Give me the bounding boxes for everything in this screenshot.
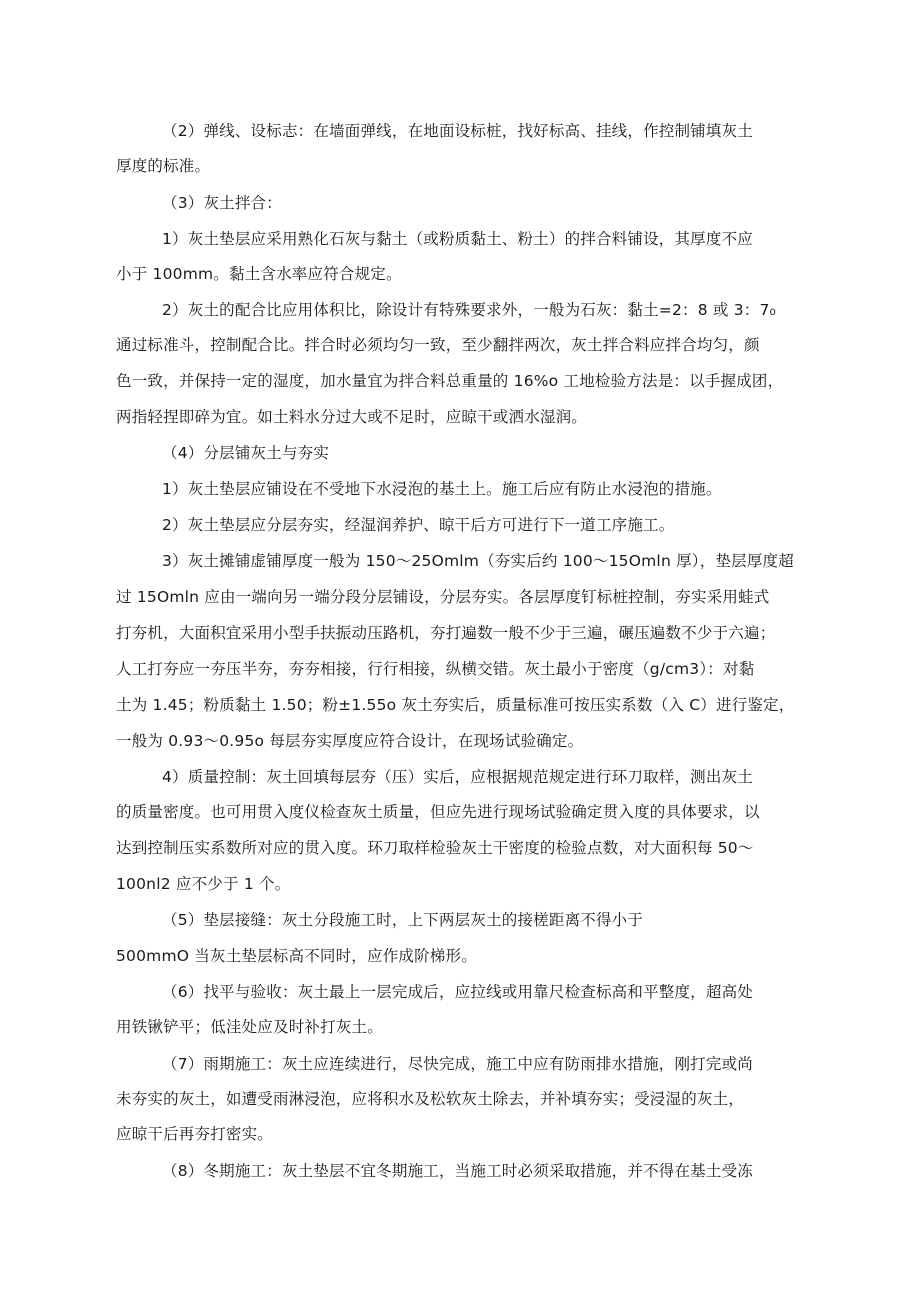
text-line: 小于 100mm。黏土含水率应符合规定。: [116, 265, 402, 283]
text-line: 100nl2 应不少于 1 个。: [116, 875, 291, 893]
text-line: 1）灰土垫层应采用熟化石灰与黏土（或粉质黏土、粉土）的拌合料铺设，其厚度不应: [162, 230, 753, 248]
text-line: 厚度的标准。: [116, 157, 211, 175]
text-line: （4）分层铺灰土与夯实: [162, 444, 330, 462]
text-line: （7）雨期施工：灰土应连续进行，尽快完成，施工中应有防雨排水措施，刚打完或尚: [162, 1055, 753, 1073]
text-line: 土为 1.45；粉质黏土 1.50；粉±1.55o 灰土夯实后，质量标准可按压实系数（入 C）进行鉴定，: [116, 696, 795, 714]
text-line: 4）质量控制：灰土回填每层夯（压）实后，应根据规范规定进行环刀取样，测出灰土: [162, 768, 753, 786]
text-line: 过 15Omln 应由一端向另一端分段分层铺设，分层夯实。各层厚度钉标桩控制，夯实采用蛙式: [116, 588, 770, 606]
text-line: 两指轻捏即碎为宜。如土料水分过大或不足时，应晾干或洒水湿润。: [116, 408, 588, 426]
text-line: 色一致，并保持一定的湿度，加水量宜为拌合料总重量的 16%o 工地检验方法是：以手握成团，: [116, 372, 784, 390]
text-line: （3）灰土拌合：: [162, 194, 282, 212]
text-line: 3）灰土摊铺虚铺厚度一般为 150～25Omlm（夯实后约 100～15Omln 厚），垫层厚度超: [162, 552, 794, 570]
text-line: 1）灰土垫层应铺设在不受地下水浸泡的基土上。施工后应有防止水浸泡的措施。: [162, 480, 722, 498]
text-line: 未夯实的灰土，如遭受雨淋浸泡，应将积水及松软灰土除去，并补填夯实；受浸湿的灰土，: [116, 1090, 745, 1108]
text-line: 2）灰土的配合比应用体积比，除设计有特殊要求外，一般为石灰：黏土=2：8 或 3：7₀: [162, 301, 776, 319]
text-line: 人工打夯应一夯压半夯，夯夯相接，行行相接，纵横交错。灰土最小于密度（g/cm3）：对黏: [116, 660, 755, 678]
text-line: 2）灰土垫层应分层夯实，经湿润养护、晾干后方可进行下一道工序施工。: [162, 516, 675, 534]
text-line: 用铁锹铲平；低洼处应及时补打灰土。: [116, 1018, 383, 1036]
text-line: （5）垫层接缝：灰土分段施工时，上下两层灰土的接槎距离不得小于: [162, 911, 644, 929]
text-line: 一般为 0.93～0.95o 每层夯实厚度应符合设计，在现场试验确定。: [116, 732, 584, 750]
text-line: 的质量密度。也可用贯入度仪检查灰土质量，但应先进行现场试验确定贯入度的具体要求，以: [116, 803, 760, 821]
text-line: 500mmO 当灰土垫层标高不同时，应作成阶梯形。: [116, 947, 477, 965]
text-line: 达到控制压实系数所对应的贯入度。环刀取样检验灰土干密度的检验点数，对大面积每 50～: [116, 839, 754, 857]
text-line: （6）找平与验收：灰土最上一层完成后，应拉线或用靠尺检查标高和平整度，超高处: [162, 983, 753, 1001]
text-line: 应晾干后再夯打密实。: [116, 1125, 274, 1143]
text-line: 通过标准斗，控制配合比。拌合时必须均匀一致，至少翻拌两次，灰土拌合料应拌合均匀，颜: [116, 336, 760, 354]
text-line: （8）冬期施工：灰土垫层不宜冬期施工，当施工时必须采取措施，并不得在基土受冻: [162, 1162, 753, 1180]
text-line: （2）弹线、设标志：在墙面弹线，在地面设标桩，找好标高、挂线，作控制铺填灰土: [162, 122, 753, 140]
text-line: 打夯机，大面积宜采用小型手扶振动压路机，夯打遍数一般不少于三遍，碾压遍数不少于六遍；: [116, 624, 776, 642]
